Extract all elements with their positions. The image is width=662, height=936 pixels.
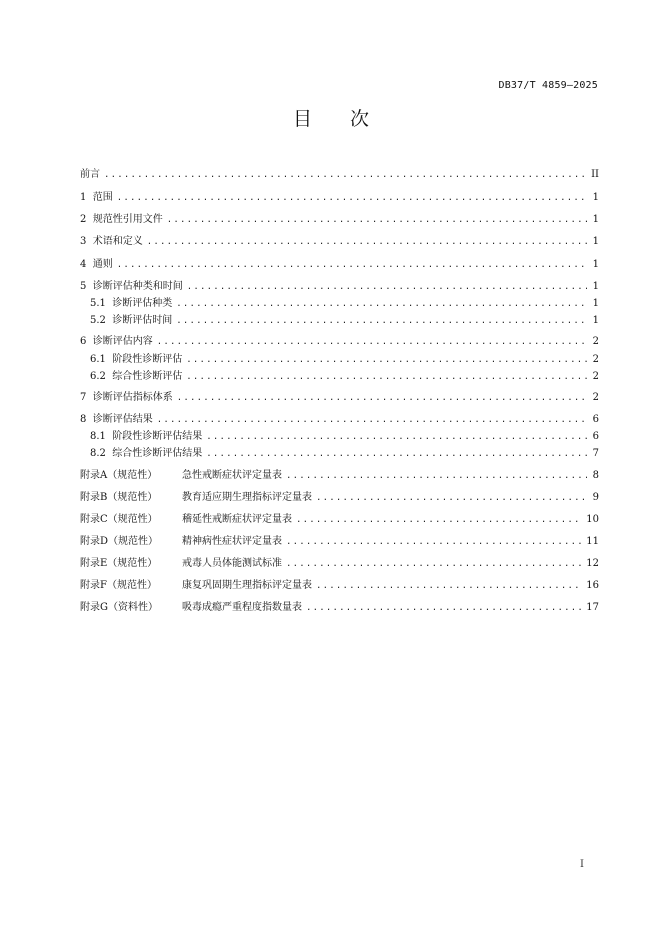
- toc-entry[interactable]: [80, 212, 599, 227]
- dot-leader: [176, 297, 587, 312]
- toc-entry[interactable]: [90, 352, 599, 367]
- dot-leader: [186, 370, 587, 385]
- annex-designation: 附录D（规范性）: [80, 536, 159, 547]
- toc-entry-label: 阶段性诊断评估: [112, 354, 183, 365]
- toc-entry[interactable]: [90, 429, 599, 444]
- toc-entry-page: 6: [592, 431, 599, 442]
- toc-entry[interactable]: [80, 412, 599, 427]
- toc-entry-label: 规范性引用文件: [92, 214, 163, 225]
- dot-leader: [117, 258, 587, 273]
- dot-leader: [296, 513, 582, 528]
- annex-entry[interactable]: [80, 534, 599, 549]
- dot-leader: [306, 601, 582, 616]
- toc-entry-number: 6.2: [90, 371, 113, 382]
- toc-entry-label: 诊断评估种类和时间: [92, 281, 183, 292]
- toc-entry-page: 1: [592, 259, 599, 270]
- annex-title: 教育适应期生理指标评定量表: [182, 492, 312, 503]
- annex-title: 戒毒人员体能测试标准: [182, 558, 282, 569]
- dot-leader: [186, 353, 587, 368]
- toc-entry-label: 范围: [92, 192, 113, 203]
- dot-leader: [286, 469, 587, 484]
- toc-entry-label: 诊断评估结果: [92, 414, 153, 425]
- toc-entry-page: 2: [592, 392, 599, 403]
- toc-entry-page: 2: [592, 336, 599, 347]
- dot-leader: [187, 280, 587, 295]
- toc-entry-label: 阶段性诊断评估结果: [112, 431, 203, 442]
- dot-leader: [167, 213, 587, 228]
- toc-entry-page: 1: [592, 281, 599, 292]
- toc-entry-page: 2: [592, 354, 599, 365]
- toc-entry[interactable]: [80, 279, 599, 294]
- annex-page: 11: [586, 536, 599, 547]
- dot-leader: [176, 314, 587, 329]
- toc-entry-number: 3: [80, 236, 93, 247]
- annex-title: 稽延性戒断症状评定量表: [182, 514, 292, 525]
- toc-entry-number: 5.2: [90, 315, 113, 326]
- dot-leader: [286, 535, 582, 550]
- annex-designation: 附录G（资料性）: [80, 602, 158, 613]
- toc-entry[interactable]: [90, 369, 599, 384]
- toc-entry-page: II: [591, 169, 599, 180]
- toc-entry-page: 2: [592, 371, 599, 382]
- dot-leader: [157, 413, 587, 428]
- annex-page: 17: [586, 602, 599, 613]
- annex-entry[interactable]: [80, 512, 599, 527]
- dot-leader: [206, 447, 587, 462]
- toc-entry-number: 8.2: [90, 448, 113, 459]
- dot-leader: [177, 391, 587, 406]
- page-title: 目 次: [292, 108, 369, 130]
- annex-page: 10: [586, 514, 599, 525]
- annex-entry[interactable]: [80, 468, 599, 483]
- toc-entry-page: 1: [592, 315, 599, 326]
- standard-number: DB37/T 4859—2025: [498, 80, 598, 91]
- toc-entry-number: 2: [80, 214, 93, 225]
- annex-designation: 附录C（规范性）: [80, 514, 158, 525]
- toc-entry-label: 诊断评估内容: [92, 336, 153, 347]
- toc-entry-number: 6.1: [90, 354, 113, 365]
- toc-entry[interactable]: [80, 190, 599, 205]
- annex-entry[interactable]: [80, 490, 599, 505]
- annex-designation: 附录E（规范性）: [80, 558, 158, 569]
- dot-leader: [147, 235, 587, 250]
- toc-entry-number: 5: [80, 281, 93, 292]
- toc-entry-label: 通则: [92, 259, 113, 270]
- toc-entry[interactable]: [90, 446, 599, 461]
- annex-entry[interactable]: [80, 578, 599, 593]
- toc-entry-number: 6: [80, 336, 93, 347]
- toc-entry-page: 1: [592, 192, 599, 203]
- annex-title: 精神病性症状评定量表: [182, 536, 282, 547]
- dot-leader: [104, 168, 587, 183]
- annex-page: 12: [586, 558, 599, 569]
- toc-entry[interactable]: [80, 334, 599, 349]
- toc-entry-page: 6: [592, 414, 599, 425]
- toc-entry-label: 综合性诊断评估结果: [112, 448, 203, 459]
- toc-entry-page: 1: [592, 236, 599, 247]
- toc-entry-page: 1: [592, 298, 599, 309]
- dot-leader: [117, 191, 587, 206]
- dot-leader: [286, 557, 582, 572]
- annex-designation: 附录F（规范性）: [80, 580, 157, 591]
- toc-entry-label: 综合性诊断评估: [112, 371, 183, 382]
- dot-leader: [316, 491, 587, 506]
- toc-entry-page: 7: [592, 448, 599, 459]
- toc-entry-number: 4: [80, 259, 93, 270]
- toc-entry[interactable]: [90, 313, 599, 328]
- toc-entry-number: 7: [80, 392, 93, 403]
- toc-entry-label: 前言: [80, 169, 100, 180]
- toc-entry-label: 诊断评估种类: [112, 298, 173, 309]
- annex-designation: 附录B（规范性）: [80, 492, 158, 503]
- toc-entry-number: 8.1: [90, 431, 113, 442]
- toc-entry-page: 1: [592, 214, 599, 225]
- toc-entry-number: 1: [80, 192, 93, 203]
- page-number: I: [580, 859, 584, 870]
- toc-entry-number: 5.1: [90, 298, 113, 309]
- dot-leader: [157, 335, 587, 350]
- toc-entry[interactable]: [80, 167, 599, 182]
- annex-entry[interactable]: [80, 600, 599, 615]
- annex-title: 吸毒成瘾严重程度指数量表: [182, 602, 302, 613]
- toc-entry-number: 8: [80, 414, 93, 425]
- annex-designation: 附录A（规范性）: [80, 470, 158, 481]
- annex-page: 16: [586, 580, 599, 591]
- toc-entry[interactable]: [90, 296, 599, 311]
- toc-entry[interactable]: [80, 234, 599, 249]
- dot-leader: [206, 430, 587, 445]
- toc-entry-label: 诊断评估指标体系: [92, 392, 173, 403]
- annex-page: 8: [592, 470, 599, 481]
- toc-entry[interactable]: [80, 257, 599, 272]
- annex-entry[interactable]: [80, 556, 599, 571]
- toc-entry-label: 诊断评估时间: [112, 315, 173, 326]
- toc-entry[interactable]: [80, 390, 599, 405]
- annex-title: 康复巩固期生理指标评定量表: [182, 580, 312, 591]
- dot-leader: [316, 579, 582, 594]
- toc-entry-label: 术语和定义: [92, 236, 143, 247]
- annex-page: 9: [592, 492, 599, 503]
- annex-title: 急性戒断症状评定量表: [182, 470, 282, 481]
